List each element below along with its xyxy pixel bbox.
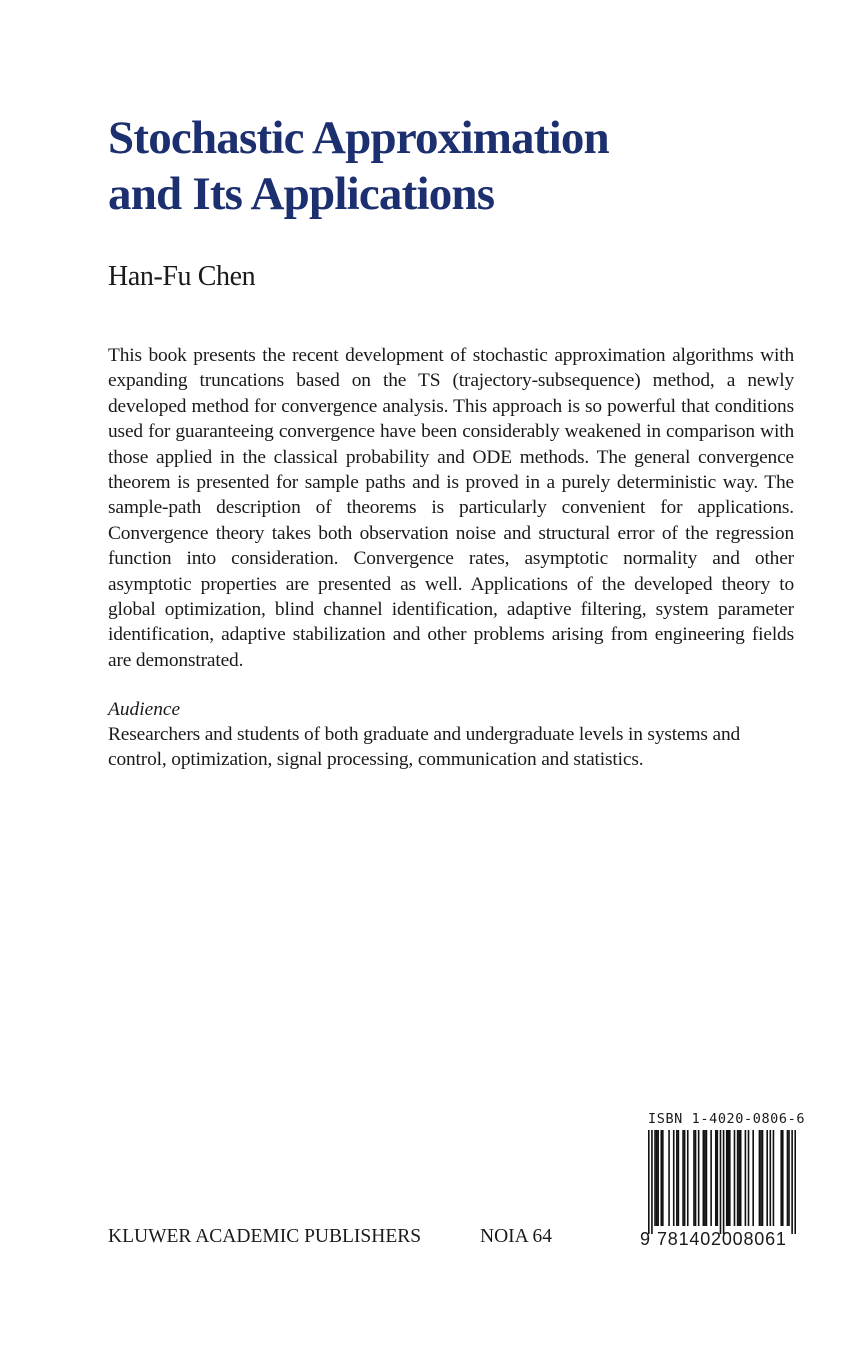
audience-text: Researchers and students of both graduate and undergraduate levels in systems and control, optimization, signal processing, communication and statistics. <box>108 724 741 771</box>
barcode-bar <box>729 1130 731 1226</box>
barcode-bar <box>717 1130 719 1226</box>
barcode-bar <box>787 1130 789 1226</box>
barcode-bar <box>668 1130 670 1226</box>
publisher-name: KLUWER ACADEMIC PUBLISHERS <box>108 1226 422 1247</box>
barcode-bar <box>737 1130 739 1226</box>
barcode-bar <box>706 1130 708 1226</box>
isbn-label: ISBN 1-4020-0806-6 <box>648 1111 806 1127</box>
barcode-bar <box>695 1130 697 1226</box>
barcode-bar <box>738 1130 740 1226</box>
barcode-bar <box>766 1130 768 1226</box>
barcode-guard-bar <box>794 1130 796 1234</box>
barcode-bar <box>656 1130 658 1226</box>
barcode-guard-bar <box>720 1130 722 1234</box>
barcode-bar <box>654 1130 656 1226</box>
book-description: This book presents the recent development of stochastic approximation algorithms with expanding truncations based on the TS (trajectory-subsequence) method, a newly developed method for convergence analysis. This approach is so powerful that conditions used for guaranteeing convergence have been considerably weakened in comparison with those applied in the classical probability and ODE methods. The general convergence theorem is presented for sample paths and is proved in a purely deterministic way. The sample-path description of theorems is particularly convenient for applications. Convergence theory takes both observation noise and structural error of the regression function into consideration. Convergence rates, asymptotic normality and other asymptotic properties are presented as well. Applications of the developed theory to global optimization, blind channel identification, adaptive filtering, system parameter identification, adaptive stabilization and other problems arising from engineering fields are demonstrated. <box>108 345 794 671</box>
barcode-bar <box>682 1130 684 1226</box>
book-title-line-1: Stochastic Approximation <box>108 112 609 164</box>
barcode-bar <box>782 1130 784 1226</box>
barcode-guard-bar <box>648 1130 650 1234</box>
barcode-bar <box>762 1130 764 1226</box>
barcode-guard-bar <box>791 1130 793 1234</box>
barcode-bar <box>726 1130 728 1226</box>
barcode-guard-bar <box>651 1130 653 1234</box>
barcode-bar <box>703 1130 705 1226</box>
barcode-bar <box>780 1130 782 1226</box>
barcode-bar <box>660 1130 662 1226</box>
series-label: NOIA 64 <box>480 1226 553 1247</box>
barcode-bar <box>734 1130 736 1226</box>
barcode-bar <box>727 1130 729 1226</box>
ean-rest-digits: 781402008061 <box>657 1229 787 1249</box>
ean-digits <box>640 1228 800 1250</box>
barcode-bar <box>678 1130 680 1226</box>
barcode-bar <box>745 1130 747 1226</box>
barcode-bar <box>693 1130 695 1226</box>
barcode-bar <box>770 1130 772 1226</box>
barcode-bar <box>662 1130 664 1226</box>
barcode-bar <box>704 1130 706 1226</box>
ean-lead-digit: 9 <box>640 1229 651 1249</box>
barcode-bar <box>684 1130 686 1226</box>
barcode-bar <box>773 1130 775 1226</box>
barcode-bar <box>657 1130 659 1226</box>
barcode-bar <box>676 1130 678 1226</box>
barcode-bar <box>740 1130 742 1226</box>
barcode-bar <box>698 1130 700 1226</box>
barcode-bar <box>760 1130 762 1226</box>
barcode-bar <box>759 1130 761 1226</box>
barcode-bar <box>673 1130 675 1226</box>
barcode-bar <box>748 1130 750 1226</box>
barcode-bar <box>752 1130 754 1226</box>
barcode-bar <box>788 1130 790 1226</box>
barcode-guard-bar <box>723 1130 725 1234</box>
audience-heading: Audience <box>108 699 181 720</box>
barcode-bar <box>715 1130 717 1226</box>
barcode-bar <box>710 1130 712 1226</box>
barcode-bar <box>687 1130 689 1226</box>
book-title-line-2: and Its Applications <box>108 168 495 220</box>
ean-barcode <box>648 1130 796 1234</box>
book-title <box>108 110 748 222</box>
author-name: Han-Fu Chen <box>108 261 256 292</box>
